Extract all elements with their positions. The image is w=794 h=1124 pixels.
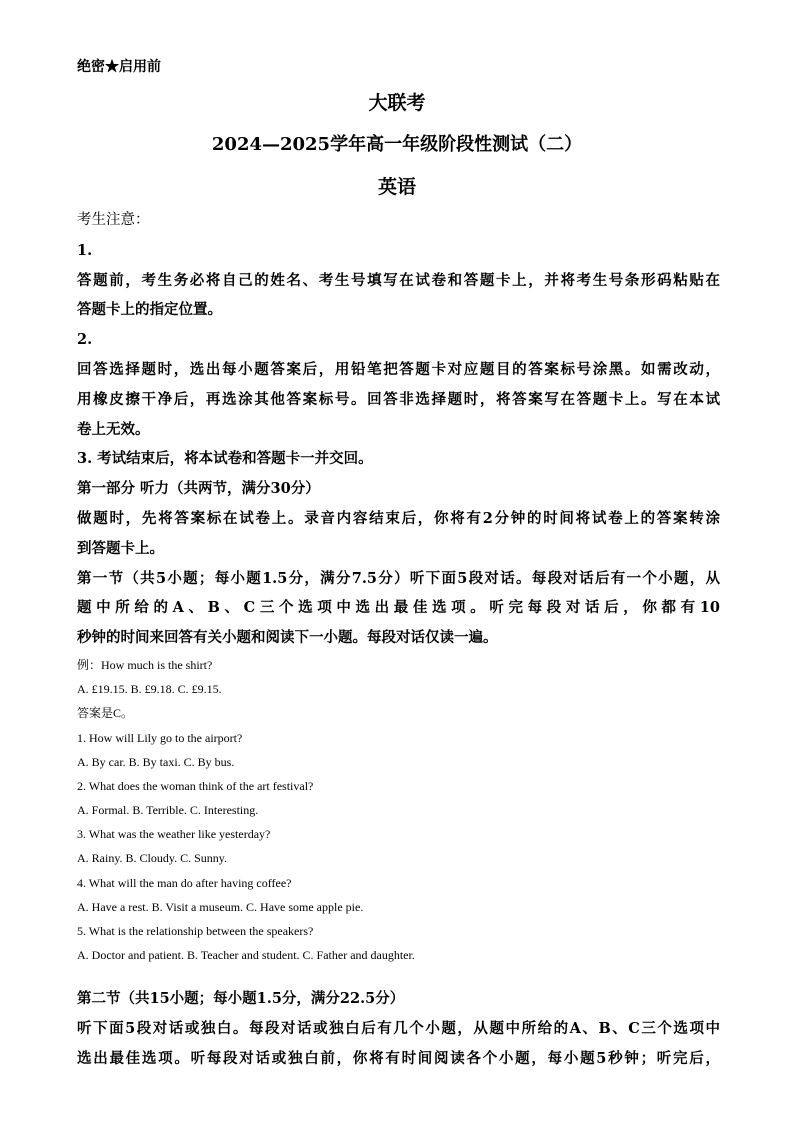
question-text: 5. What is the relationship between the speakers? [77,924,314,939]
note-1-text-line: 答题前，考生务必将自己的姓名、考生号填写在试卷和答题卡上，并将考生号条形码粘贴在 [77,271,720,289]
example-question: 例：How much is the shirt? [77,657,213,672]
exam-name: 大联考 [368,92,426,114]
question-options: A. Formal. B. Terrible. C. Interesting. [77,803,259,818]
question-text: 1. How will Lily go to the airport? [77,730,243,745]
note-3-text: 3. 考试结束后，将本试卷和答题卡一并交回。 [77,450,373,468]
example-answer: 答案是C。 [77,706,134,721]
part1-heading: 第一部分 听力（共两节，满分30分） [77,480,320,498]
question-text: 2. What does the woman think of the art festival? [77,778,314,793]
note-1-number: 1. [77,241,93,259]
part1-intro-line: 做题时，先将答案标在试卷上。录音内容结束后，你将有2分钟的时间将试卷上的答案转涂 [77,509,720,527]
question-options: A. Doctor and patient. B. Teacher and student. C. Father and daughter. [77,948,415,963]
question-text: 3. What was the weather like yesterday? [77,827,271,842]
example-options: A. £19.15. B. £9.18. C. £9.15. [77,682,222,697]
section2-instruction-line: 选出最佳选项。听每段对话或独白前，你将有时间阅读各个小题，每小题5秒钟；听完后， [77,1049,720,1067]
section1-instruction-line: 秒钟的时间来回答有关小题和阅读下一小题。每段对话仅读一遍。 [77,629,498,647]
question-text: 4. What will the man do after having coffee? [77,875,292,890]
exam-title: 2024—2025学年高一年级阶段性测试（二） [211,134,583,155]
exam-body [77,206,720,967]
question-options: A. Rainy. B. Cloudy. C. Sunny. [77,851,228,866]
confidential-label: 绝密★启用前 [77,59,161,75]
question-options: A. Have a rest. B. Visit a museum. C. Have some apple pie. [77,899,364,914]
note-1-text-line: 答题卡上的指定位置。 [77,301,222,319]
section1-instruction-line: 第一节（共5小题；每小题1.5分，满分7.5分）听下面5段对话。每段对话后有一个小题，从 [77,569,720,587]
note-2-text-line: 卷上无效。 [77,420,150,438]
section2-heading: 第二节（共15小题；每小题1.5分，满分22.5分） [77,990,405,1007]
note-2-number: 2. [77,331,93,349]
subject-title: 英语 [377,176,416,198]
question-options: A. By car. B. By taxi. C. By bus. [77,754,235,769]
section1-instruction-line: 题中所给的A、B、C三个选项中选出最佳选项。听完每段对话后，你都有10 [77,599,720,617]
note-2-text-line: 回答选择题时，选出每小题答案后，用铅笔把答题卡对应题目的答案标号涂黑。如需改动， [77,360,720,378]
note-2-text-line: 用橡皮擦干净后，再选涂其他答案标号。回答非选择题时，将答案写在答题卡上。写在本试 [77,390,720,408]
notes-heading: 考生注意： [77,212,150,228]
section2-block [77,984,720,1073]
part1-intro-line: 到答题卡上。 [77,539,164,557]
section2-instruction-line: 听下面5段对话或独白。每段对话或独白后有几个小题，从题中所给的A、B、C三个选项中 [77,1019,720,1037]
